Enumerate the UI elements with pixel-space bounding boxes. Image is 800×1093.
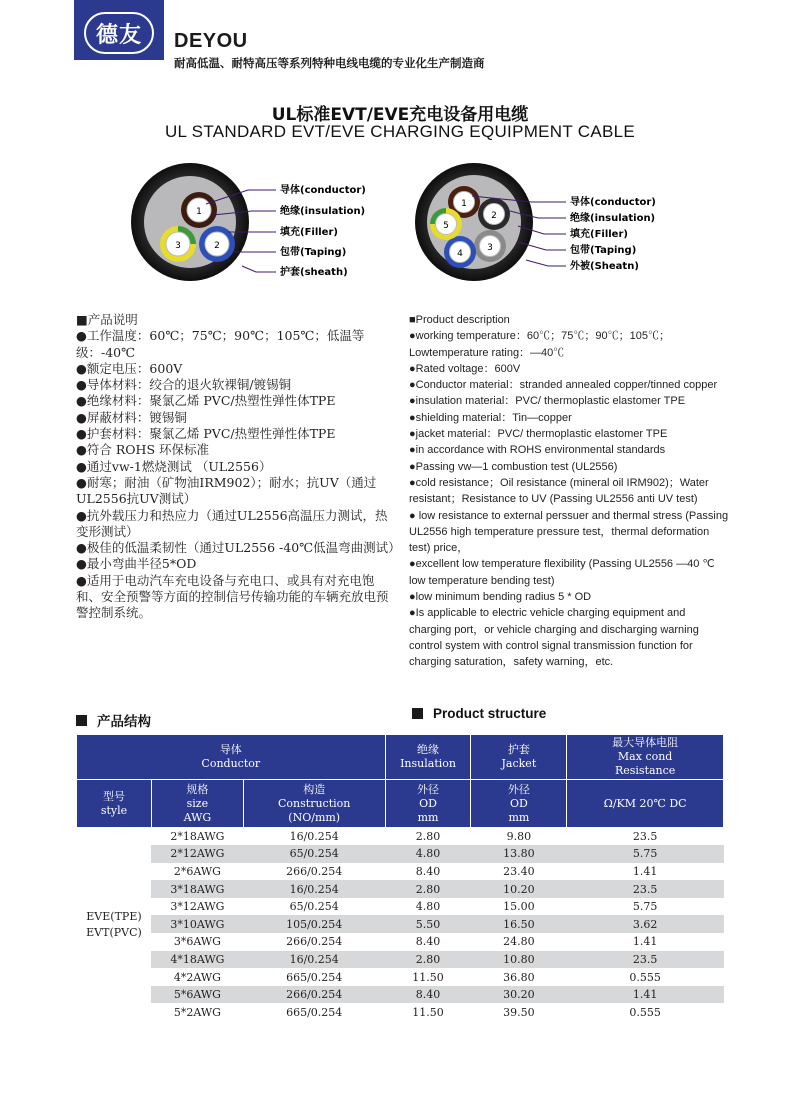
table-row: [77, 828, 724, 846]
header-ins-od-unit: mm: [417, 810, 439, 824]
description-item: ●护套材料：聚氯乙烯 PVC/热塑性弹性体TPE: [76, 426, 336, 442]
cell-construction: 665/0.254: [286, 1005, 343, 1019]
cell-jac-od: 10.80: [471, 951, 567, 969]
core-label-2: 2: [214, 241, 220, 251]
page-title-cn: UL标准EVT/EVE充电设备用电缆: [271, 105, 529, 125]
company-tagline: 耐高低温、耐特高压等系列特种电线电缆的专业化生产制造商: [174, 56, 485, 70]
product-description-en: [409, 312, 729, 671]
brand-name: DEYOU: [174, 30, 248, 52]
description-item: ●极佳的低温柔韧性（通过UL2556 -40℃低温弯曲测试）: [76, 540, 401, 556]
core-label-4: 4: [457, 249, 463, 259]
five-core-cable-diagram: [414, 160, 694, 285]
description-item: ●working temperature：60℃；75℃；90℃；105℃；Lowtemperature rating：—40℃: [409, 330, 670, 359]
square-bullet-icon: [76, 715, 87, 726]
cell-ins-od: 11.50: [412, 970, 444, 984]
table-row: [77, 898, 724, 916]
description-item: ●适用于电动汽车充电设备与充电口、或具有对充电饱和、安全预警等方面的控制信号传输功能的车辆充放电预警控制系统。: [76, 572, 389, 621]
header-resistance-unit: Ω/KM 20℃ DC: [567, 780, 724, 828]
three-core-cable-diagram: [128, 160, 408, 285]
callout-conductor: 导体(conductor): [570, 197, 656, 208]
description-item: ●工作温度：60℃；75℃；90℃；105℃；低温等级：-40℃: [76, 328, 365, 360]
cell-ins-od: 4.80: [415, 900, 441, 914]
header-size: [151, 780, 243, 828]
description-heading-cn: ■产品说明: [76, 312, 138, 327]
header-construction-unit: (NO/mm): [288, 810, 341, 824]
cell-jac-od: 23.40: [503, 864, 535, 878]
table-row: [77, 968, 724, 986]
cell-size: 2*18AWG: [170, 830, 225, 844]
header-construction: [243, 780, 385, 828]
cell-resistance: 1.41: [632, 935, 658, 949]
style-pvc: EVT(PVC): [86, 925, 142, 939]
cell-jac-od: 13.80: [471, 845, 567, 863]
cell-resistance: 0.555: [629, 970, 661, 984]
table-row: [77, 845, 724, 863]
description-item: ●Conductor material：stranded annealed copper/tinned copper: [409, 379, 718, 392]
callout-filler: 填充(Filler): [280, 227, 338, 238]
description-item: ●抗外载压力和热应力（通过UL2556高温压力测试，热变形测试）: [76, 507, 388, 539]
callout-insulation: 绝缘(insulation): [280, 206, 366, 217]
logo: [74, 0, 164, 60]
cell-resistance: 1.41: [567, 986, 724, 1004]
table-row: [77, 951, 724, 969]
page-title-en: UL STANDARD EVT/EVE CHARGING EQUIPMENT CABLE: [164, 122, 636, 141]
cell-size: 4*2AWG: [173, 970, 221, 984]
cell-size: 3*12AWG: [170, 900, 225, 914]
structure-heading-en: Product structure: [433, 706, 547, 721]
cell-construction: 16/0.254: [243, 951, 385, 969]
callout-sheath: 外被(Sheatn): [570, 261, 639, 272]
header-model-en: style: [100, 803, 128, 817]
header-insulation-en: Insulation: [400, 757, 456, 770]
header-jacket: [471, 735, 567, 780]
cell-construction: 266/0.254: [286, 935, 343, 949]
table-row: [77, 1003, 724, 1021]
section-heading-en: [412, 706, 546, 721]
header-construction-cn: 构造: [303, 782, 326, 796]
callout-insulation: 绝缘(insulation): [570, 213, 656, 224]
callout-taping: 包带(Taping): [570, 245, 637, 256]
header-size-unit: AWG: [183, 810, 212, 824]
description-item: ●屏蔽材料：镀锡铜: [76, 409, 187, 425]
style-tpe: EVE(TPE): [86, 909, 142, 923]
table-body: [77, 828, 724, 1022]
description-item: ●Is applicable to electric vehicle charging equipment and charging port，or vehicle charging and discharging warning control system with control signal transmission function for charging saturation，safety warning，etc.: [409, 607, 699, 669]
product-description-cn: [76, 312, 401, 622]
description-item: ●额定电压：600V: [76, 360, 183, 376]
logo-text: 德友: [84, 12, 154, 54]
cell-ins-od: 8.40: [385, 986, 471, 1004]
header-jac-od-en: OD: [509, 796, 528, 810]
cell-construction: 65/0.254: [243, 845, 385, 863]
cell-size: 4*18AWG: [151, 951, 243, 969]
cell-resistance: 5.75: [567, 845, 724, 863]
cell-jac-od: 24.80: [503, 935, 535, 949]
callout-taping: 包带(Taping): [280, 247, 347, 258]
table-row: [77, 863, 724, 881]
header-jacket-cn: 护套: [507, 743, 530, 756]
cell-jac-od: 10.20: [471, 880, 567, 898]
core-label-3: 3: [487, 243, 493, 253]
cell-construction: 16/0.254: [289, 830, 339, 844]
description-item: ●in accordance with ROHS environmental standards: [409, 444, 666, 457]
header-resistance-cn: 最大导体电阻: [612, 736, 679, 749]
header-ins-od-cn: 外径: [417, 782, 440, 796]
style-cell: [77, 828, 152, 1022]
description-item: ●cold resistance；Oil resistance (mineral oil IRM902)；Water resistant；Resistance to UV (Passing UL2556 anti UV test): [409, 476, 709, 506]
cell-size: 3*18AWG: [151, 880, 243, 898]
cell-size: 3*6AWG: [173, 935, 221, 949]
table-row: [77, 986, 724, 1004]
header-insulation-od: [385, 780, 471, 828]
description-item: ●符合 ROHS 环保标准: [76, 442, 209, 458]
description-item: ●Passing vw—1 combustion test (UL2556): [409, 460, 618, 473]
cell-construction: 665/0.254: [286, 970, 343, 984]
square-bullet-icon: [412, 708, 423, 719]
section-heading-cn: [76, 710, 151, 730]
cell-construction: 266/0.254: [286, 864, 343, 878]
header-insulation-cn: 绝缘: [417, 743, 440, 756]
core-label-3: 3: [175, 241, 181, 251]
cell-jac-od: 36.80: [503, 970, 535, 984]
cell-ins-od: 2.80: [385, 880, 471, 898]
cell-jac-od: 39.50: [503, 1005, 535, 1019]
cell-construction: 266/0.254: [243, 986, 385, 1004]
cell-construction: 16/0.254: [243, 880, 385, 898]
cell-size: 5*2AWG: [173, 1005, 221, 1019]
cell-jac-od: 15.00: [503, 900, 535, 914]
structure-heading-cn: 产品结构: [97, 714, 151, 730]
callout-conductor: 导体(conductor): [280, 185, 366, 196]
description-item: ●excellent low temperature flexibility (Passing UL2556 —40 ℃ low temperature bending test): [409, 558, 715, 587]
description-item: ●通过vw-1燃烧测试 （UL2556）: [76, 458, 272, 474]
cell-ins-od: 11.50: [412, 1005, 444, 1019]
leader-line: [526, 260, 566, 266]
cell-jac-od: 30.20: [471, 986, 567, 1004]
cell-construction: 65/0.254: [289, 900, 339, 914]
cell-size: 5*6AWG: [151, 986, 243, 1004]
header-jac-od-cn: 外径: [507, 782, 530, 796]
description-item: ●low minimum bending radius 5 * OD: [409, 591, 592, 604]
header-conductor-cn: 导体: [219, 743, 242, 756]
product-structure-table: [76, 734, 724, 1021]
header-conductor-en: Conductor: [201, 757, 261, 770]
description-item: ●Rated voltage：600V: [409, 362, 521, 375]
cell-jac-od: 9.80: [506, 830, 532, 844]
description-heading-en: ■Product description: [409, 314, 510, 326]
description-item: ●绝缘材料：聚氯乙烯 PVC/热塑性弹性体TPE: [76, 393, 336, 409]
table-row: [77, 915, 724, 933]
description-item: ●jacket material：PVC/ thermoplastic elastomer TPE: [409, 428, 668, 441]
cell-resistance: 0.555: [629, 1005, 661, 1019]
description-item: ● low resistance to external perssuer and thermal stress (Passing UL2556 high temperature pressure test，thermal deformation test) price，: [409, 509, 729, 555]
cell-ins-od: 2.80: [385, 951, 471, 969]
core-label-1: 1: [196, 207, 202, 217]
core-label-2: 2: [491, 211, 497, 221]
header-size-cn: 规格: [186, 782, 209, 796]
table-row: [77, 933, 724, 951]
description-item: ●最小弯曲半径5*OD: [76, 556, 197, 572]
header-model-cn: 型号: [102, 789, 125, 803]
cell-resistance: 23.5: [632, 830, 658, 844]
cell-ins-od: 2.80: [415, 830, 441, 844]
description-item: ●insulation material：PVC/ thermoplastic elastomer TPE: [409, 395, 686, 408]
header-jacket-od: [471, 780, 567, 828]
description-item: ●耐寒；耐油（矿物油IRM902）；耐水；抗UV（通过UL2556抗UV测试）: [76, 474, 377, 507]
header-model: [77, 780, 152, 828]
header-resistance-en1: Max cond: [617, 750, 673, 763]
cell-resistance: 23.5: [567, 880, 724, 898]
header-conductor: [77, 735, 386, 780]
cell-size: 2*12AWG: [151, 845, 243, 863]
table-row: [77, 880, 724, 898]
cell-jac-od: 16.50: [471, 915, 567, 933]
core-label-5: 5: [443, 221, 449, 231]
header-jac-od-unit: mm: [508, 810, 530, 824]
description-item: ●导体材料：绞合的退火软裸铜/镀锡铜: [76, 377, 292, 393]
header-size-en: size: [186, 796, 209, 810]
cell-construction: 105/0.254: [243, 915, 385, 933]
cell-resistance: 5.75: [632, 900, 658, 914]
cell-resistance: 1.41: [632, 864, 658, 878]
cell-size: 3*10AWG: [151, 915, 243, 933]
callout-filler: 填充(Filler): [570, 229, 628, 240]
core-label-1: 1: [461, 199, 467, 209]
cell-ins-od: 8.40: [415, 935, 441, 949]
header-resistance-en2: Resistance: [614, 764, 676, 777]
header-construction-en: Construction: [278, 796, 351, 810]
callout-sheath: 护套(sheath): [280, 267, 348, 278]
leader-line: [242, 266, 276, 272]
cell-size: 2*6AWG: [173, 864, 221, 878]
cell-ins-od: 8.40: [415, 864, 441, 878]
cell-resistance: 23.5: [567, 951, 724, 969]
header-jacket-en: Jacket: [501, 757, 537, 770]
cell-ins-od: 4.80: [385, 845, 471, 863]
header-resistance: [567, 735, 724, 780]
header-insulation: [385, 735, 471, 780]
description-item: ●shielding material：Tin—copper: [409, 411, 572, 424]
header-ins-od-en: OD: [419, 796, 437, 810]
cell-resistance: 3.62: [567, 915, 724, 933]
cell-ins-od: 5.50: [385, 915, 471, 933]
